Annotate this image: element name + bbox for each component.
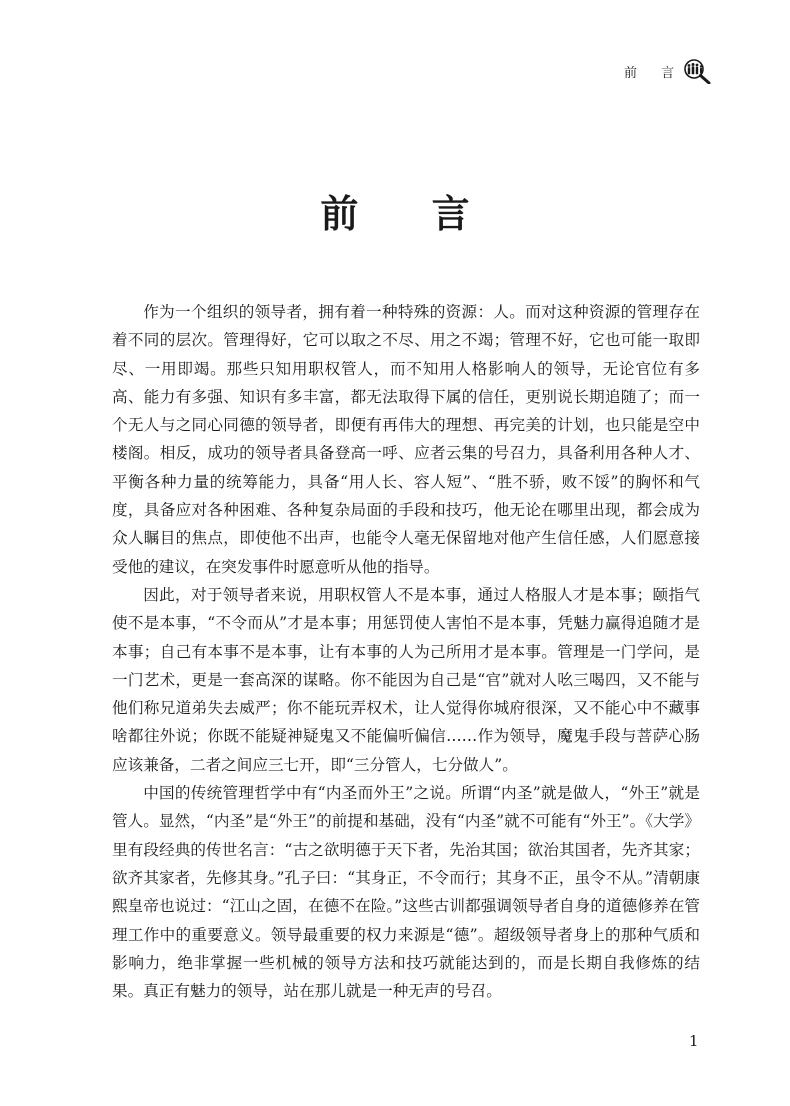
paragraph: 作为一个组织的领导者，拥有着一种特殊的资源：人。而对这种资源的管理存在着不同的层次。管理得好，它可以取之不尽、用之不竭；管理不好，它也可能一取即尽、一用即竭。那些只知用职权管人，而不知用人格影响人的领导，无论官位有多高、能力有多强、知识有多丰富，都无法取得下属的信任，更别说长期追随了；而一个无人与之同心同德的领导者，即便有再伟大的理想、再完美的计划，也只能是空中楼阁。相反，成功的领导者具备登高一呼、应者云集的号召力，具备利用各种人才、平衡各种力量的统筹能力，具备“用人长、容人短”、“胜不骄，败不馁”的胸怀和气度，具备应对各种困难、各种复杂局面的手段和技巧，他无论在哪里出现，都会成为众人瞩目的焦点，即使他不出声，也能令人毫无保留地对他产生信任感，人们愿意接受他的建议，在突发事件时愿意听从他的指导。 xyxy=(112,303,700,576)
running-head xyxy=(624,58,714,84)
paragraph: 因此，对于领导者来说，用职权管人不是本事，通过人格服人才是本事；颐指气使不是本事，“不令而从”才是本事；用惩罚使人害怕不是本事，凭魅力赢得追随才是本事；自己有本事不是本事，让有本事的人为己所用才是本事。管理是一门学问，是一门艺术，更是一套高深的谋略。你不能因为自己是“官”就对人吆三喝四，又不能与他们称兄道弟失去威严；你不能玩弄权术，让人觉得你城府很深，又不能心中不藏事啥都往外说；你既不能疑神疑鬼又不能偏听偏信……作为领导，魔鬼手段与菩萨心肠应该兼备，二者之间应三七开，即“三分管人，七分做人”。 xyxy=(112,585,700,774)
body-text xyxy=(112,298,700,1005)
paragraph: 中国的传统管理哲学中有“内圣而外王”之说。所谓“内圣”就是做人，“外王”就是管人。显然，“内圣”是“外王”的前提和基础，没有“内圣”就不可能有“外王”。《大学》里有段经典的传世名言：“古之欲明德于天下者，先治其国；欲治其国者，先齐其家；欲齐其家者，先修其身。”孔子曰：“其身正，不令而行；其身不正，虽令不从。”清朝康熙皇帝也说过：“江山之固，在德不在险。”这些古训都强调领导者自身的道德修养在管理工作中的重要意义。领导最重要的权力来源是“德”。超级领导者身上的那种气质和影响力，绝非掌握一些机械的领导方法和技巧就能达到的，而是长期自我修炼的结果。真正有魅力的领导，站在那儿就是一种无声的号召。 xyxy=(112,784,700,1001)
running-head-text: 前 言 xyxy=(624,65,685,81)
page-title: 前 言 xyxy=(320,191,500,236)
page-number: 1 xyxy=(689,1032,699,1050)
magnifier-people-icon xyxy=(682,58,714,84)
